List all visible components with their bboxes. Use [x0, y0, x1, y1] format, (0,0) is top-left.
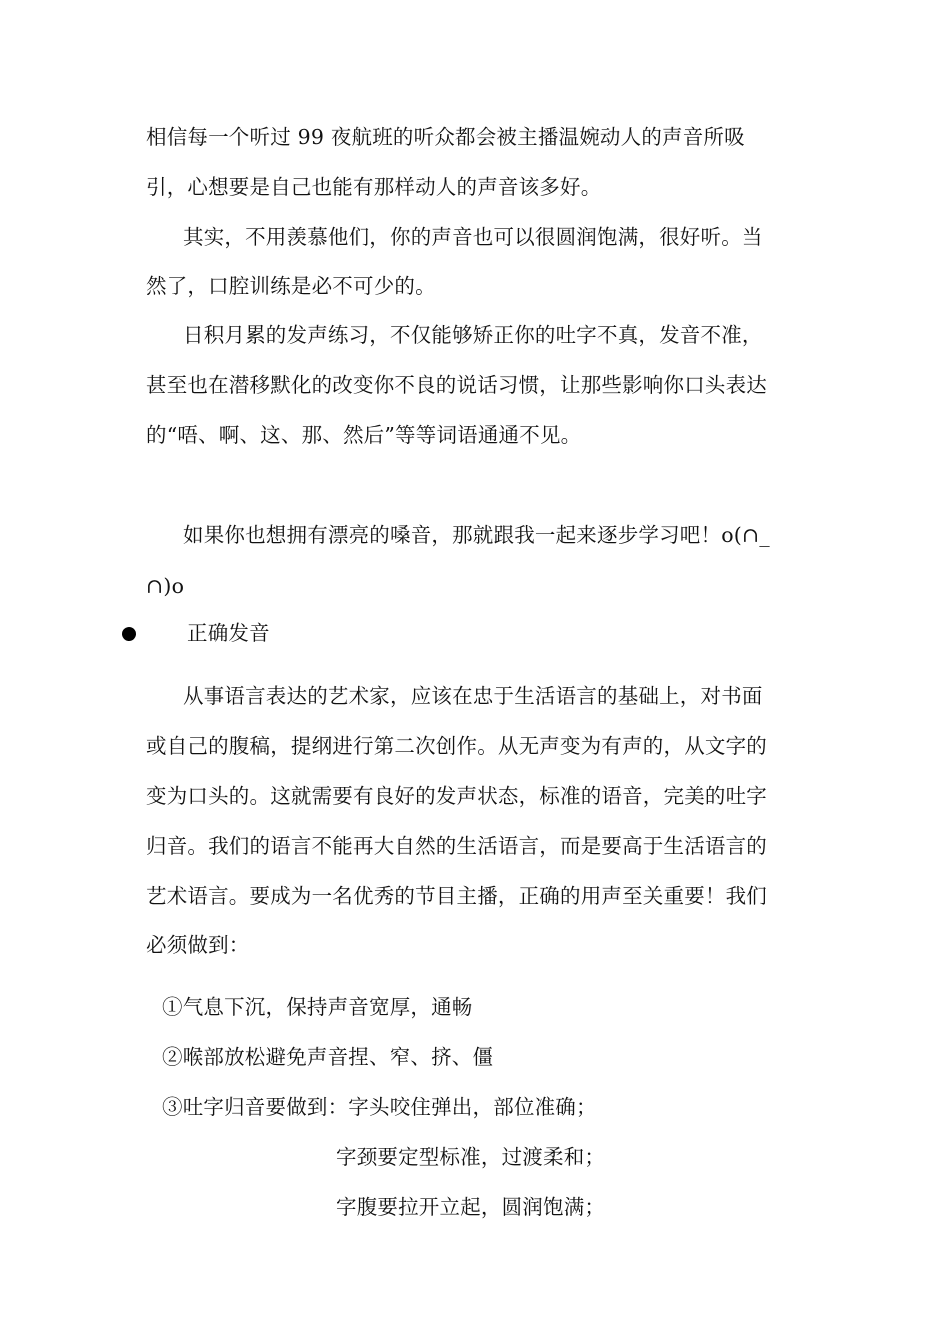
list-subitem: 字颈要定型标准，过渡柔和；: [336, 1145, 606, 1169]
section-body-line-1: 从事语言表达的艺术家，应该在忠于生活语言的基础上，对书面: [183, 684, 763, 708]
section-body-line-6: 必须做到：: [146, 933, 250, 957]
bullet-icon: [122, 627, 136, 641]
section-body-line-2: 或自己的腹稿，提纲进行第二次创作。从无声变为有声的，从文字的: [146, 734, 767, 758]
intro-line-2: 引，心想要是自己也能有那样动人的声音该多好。: [146, 175, 602, 199]
section-heading: 正确发音: [187, 621, 270, 645]
paragraph-2-line-2: 然了，口腔训练是必不可少的。: [146, 274, 436, 298]
section-body-line-5: 艺术语言。要成为一名优秀的节目主播，正确的用声至关重要！我们: [146, 884, 767, 908]
list-item: ①气息下沉，保持声音宽厚，通畅: [162, 995, 473, 1019]
paragraph-4-line-1: 如果你也想拥有漂亮的嗓音，那就跟我一起来逐步学习吧！o(∩_: [183, 523, 770, 547]
paragraph-2-line-1: 其实，不用羡慕他们，你的声音也可以很圆润饱满，很好听。当: [183, 225, 763, 249]
section-body-line-4: 归音。我们的语言不能再大自然的生活语言，而是要高于生活语言的: [146, 834, 767, 858]
intro-line-1: 相信每一个听过 99 夜航班的听众都会被主播温婉动人的声音所吸: [146, 125, 745, 149]
paragraph-3-line-3: 的“唔、啊、这、那、然后”等等词语通通不见。: [146, 423, 582, 447]
list-subitem: 字腹要拉开立起，圆润饱满；: [336, 1195, 606, 1219]
section-body-line-3: 变为口头的。这就需要有良好的发声状态，标准的语音，完美的吐字: [146, 784, 767, 808]
paragraph-4-line-2: ∩)o: [146, 574, 185, 598]
paragraph-3-line-2: 甚至也在潜移默化的改变你不良的说话习惯，让那些影响你口头表达: [146, 373, 767, 397]
paragraph-3-line-1: 日积月累的发声练习，不仅能够矫正你的吐字不真，发音不准，: [183, 323, 763, 347]
list-item: ②喉部放松避免声音捏、窄、挤、僵: [162, 1045, 494, 1069]
list-item: ③吐字归音要做到：字头咬住弹出，部位准确；: [162, 1095, 597, 1119]
